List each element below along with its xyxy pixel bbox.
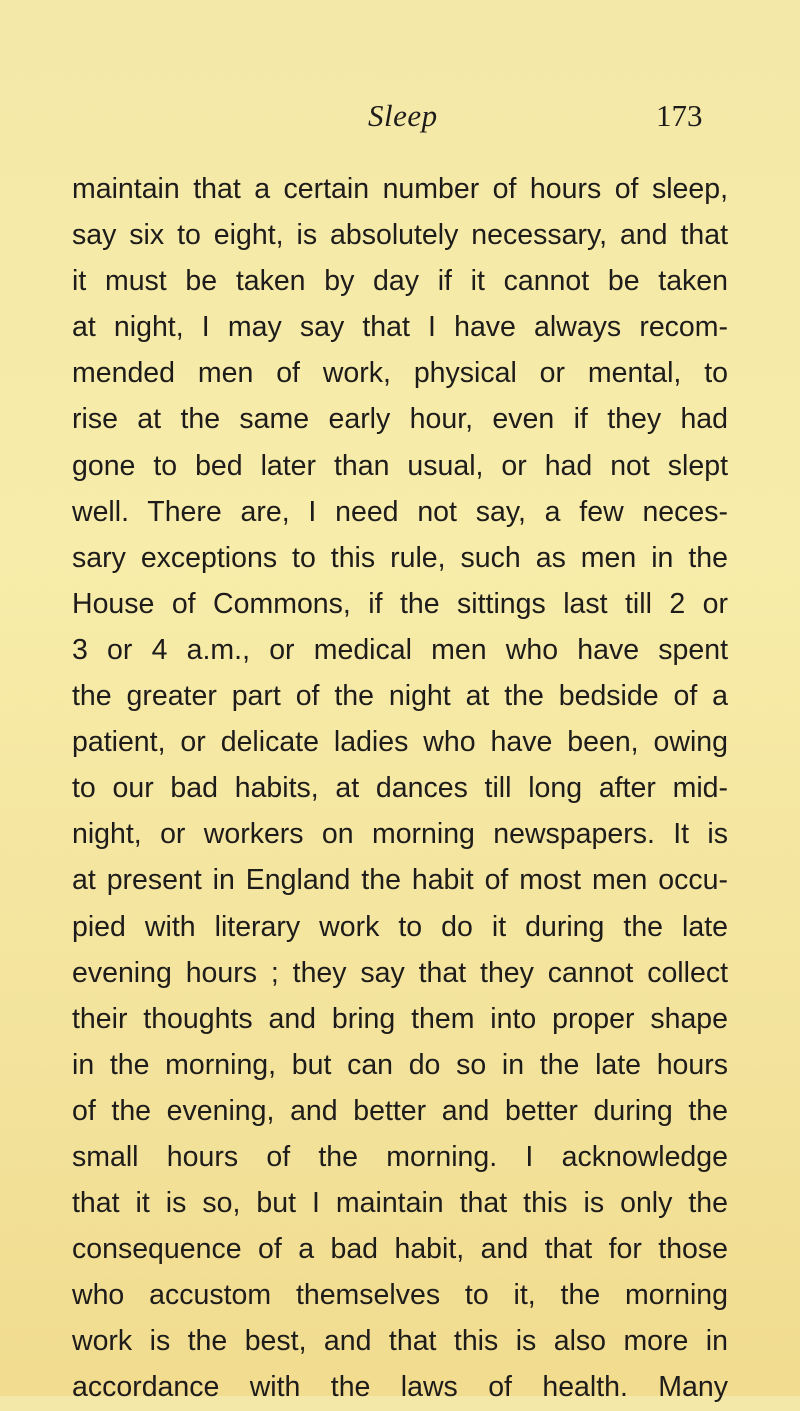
- text-line: consequence of a bad habit, and that for those: [72, 1233, 728, 1266]
- text-line: work is the best, and that this is also more in: [72, 1325, 728, 1358]
- text-line: maintain that a certain number of hours of sleep,: [72, 173, 728, 205]
- text-line: pied with literary work to do it during the late: [72, 910, 728, 943]
- text-line: small hours of the morning. I acknowledge: [72, 1140, 728, 1173]
- text-line: evening hours ; they say that they cannot collect: [72, 956, 728, 989]
- text-line: accordance with the laws of health. Many: [72, 1371, 728, 1404]
- text-line: sary exceptions to this rule, such as men in the: [72, 541, 728, 574]
- text-line: 3 or 4 a.m., or medical men who have spent: [72, 633, 728, 666]
- text-line: at night, I may say that I have always recom-: [72, 311, 728, 344]
- text-line: that it is so, but I maintain that this is only the: [72, 1187, 728, 1220]
- text-line: of the evening, and better and better during the: [72, 1094, 728, 1127]
- text-line: who accustom themselves to it, the morning: [72, 1279, 728, 1312]
- text-line: well. There are, I need not say, a few neces-: [72, 495, 728, 528]
- text-line: at present in England the habit of most men occu-: [72, 864, 728, 897]
- running-head: [0, 98, 800, 138]
- text-line: gone to bed later than usual, or had not slept: [72, 449, 728, 482]
- text-line: rise at the same early hour, even if they had: [72, 403, 728, 436]
- text-line: it must be taken by day if it cannot be taken: [72, 265, 728, 298]
- running-title: Sleep: [368, 98, 438, 133]
- text-line: their thoughts and bring them into proper shape: [72, 1002, 728, 1035]
- text-line: say six to eight, is absolutely necessary, and that: [72, 219, 728, 252]
- text-line: mended men of work, physical or mental, to: [72, 357, 728, 390]
- text-line: to our bad habits, at dances till long after mid-: [72, 772, 728, 805]
- page-number: 173: [656, 98, 703, 133]
- text-line: the greater part of the night at the bedside of a: [72, 680, 728, 713]
- body-text: [72, 166, 728, 1411]
- text-line: in the morning, but can do so in the late hours: [72, 1048, 728, 1081]
- text-line: patient, or delicate ladies who have been, owing: [72, 726, 728, 759]
- text-line: night, or workers on morning newspapers. It is: [72, 818, 728, 851]
- text-line: House of Commons, if the sittings last till 2 or: [72, 587, 728, 620]
